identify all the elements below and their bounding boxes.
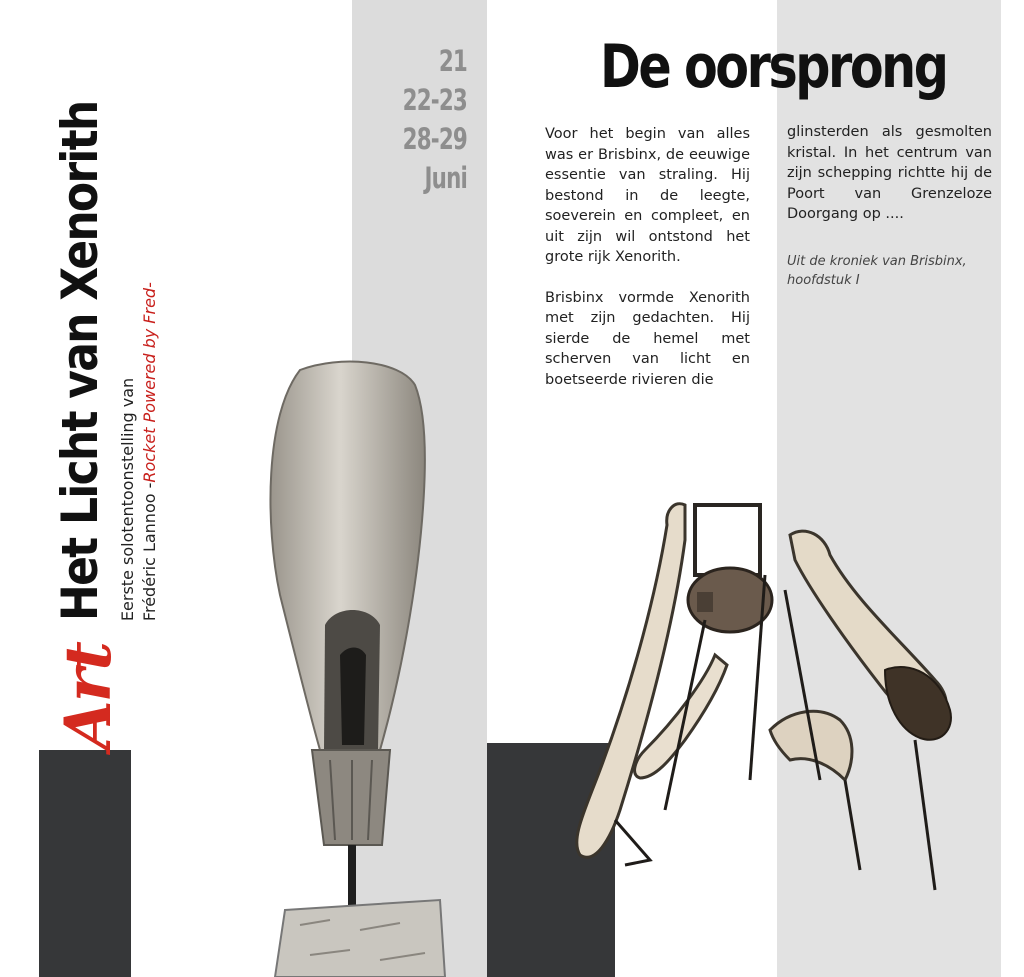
- section-heading: De oorsprong: [600, 32, 947, 102]
- story-citation: Uit de kroniek van Brisbinx, hoofdstuk I: [787, 254, 967, 288]
- exhibition-dates: [352, 42, 467, 198]
- art-label: Art: [51, 643, 126, 750]
- dark-block-left: [39, 750, 131, 977]
- date-2: 22-23: [402, 83, 467, 117]
- vertical-title-block: [51, 50, 195, 750]
- rocket-powered-text: Rocket Powered by Fred-: [140, 282, 159, 483]
- fin-rod: [348, 845, 356, 905]
- story-column-2: [787, 122, 992, 225]
- stone-pedestal: [275, 900, 445, 977]
- story-column-1: [545, 124, 750, 410]
- bone-curve-lower: [770, 711, 852, 780]
- story-paragraph-3: glinsterden als gesmolten kristal. In het centrum van zijn schepping richtte hij de Poort van Grenzeloze Doorgang op ....: [787, 124, 992, 222]
- bone-leg-left: [577, 504, 685, 858]
- story-paragraph-2: Brisbinx vormde Xenorith met zijn gedachten. Hij sierde de hemel met scherven van licht en boetseerde rivieren die: [545, 289, 750, 388]
- metal-frame: [695, 505, 760, 575]
- date-month: Juni: [424, 161, 467, 195]
- exhibition-subtitle: Eerste solotentoonstelling van: [118, 377, 137, 622]
- fin-sculpture-image: [240, 355, 460, 977]
- bone-metal-sculpture-image: [555, 480, 1005, 900]
- story-paragraph-1: Voor het begin van alles was er Brisbinx, de eeuwige essentie van straling. Hij bestond in de leegte, soeverein en compleet, en uit zijn wil ontstond het grote rijk Xenorith.: [545, 126, 750, 265]
- dark-wrapped-joint: [885, 667, 951, 740]
- artist-name: Frédéric Lannoo -: [140, 482, 159, 622]
- date-3: 28-29: [402, 122, 467, 156]
- artist-line: [139, 31, 161, 621]
- date-1: 21: [438, 44, 467, 78]
- exhibition-title: Het Licht van Xenorith: [51, 101, 109, 622]
